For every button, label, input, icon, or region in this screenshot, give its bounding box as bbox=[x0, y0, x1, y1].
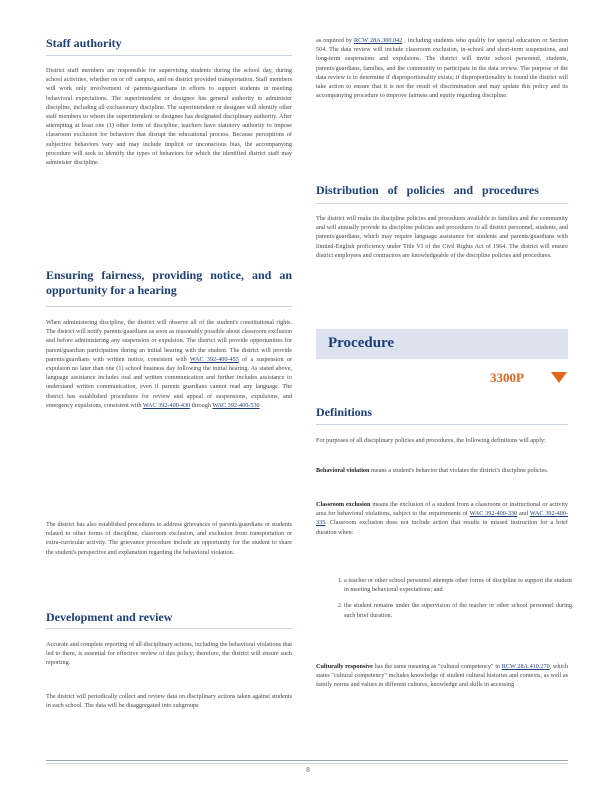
heading-rule bbox=[46, 628, 292, 629]
policy-number: 3300P bbox=[490, 370, 524, 385]
heading-rule bbox=[316, 424, 568, 425]
fairness-paragraph-1 bbox=[46, 318, 292, 410]
page-number: 8 bbox=[306, 766, 310, 774]
definition-text: has the same meaning as "cultural competency" in bbox=[374, 663, 501, 670]
development-paragraph-2: The district will periodically collect and review data on disciplinary actions taken against students in each school. The data will be disaggregated into subgroups bbox=[46, 693, 292, 710]
footer-rule bbox=[46, 763, 568, 764]
term-classroom-exclusion: Classroom exclusion bbox=[316, 501, 371, 508]
list-item: 2. the student remains under the supervision of the teacher or other school personnel during such brief duration. bbox=[344, 601, 572, 619]
fairness-text-b: of a suspension or expulsion no later than one (1) school business day following the initial hearing. As stated above, language assistance includes oral and written communication and further includes assistance to understand written communication, even if parents guardians cannot read any language. The district has established procedures for review and appeal of suspensions, expulsions, and emergency expulsions, consistent with bbox=[46, 355, 292, 409]
link-wac-392-400-335[interactable]: WAC 392-400-335 bbox=[316, 510, 569, 527]
heading-fairness: Ensuring fairness, providing notice, and an opportunity for a hearing bbox=[46, 268, 292, 298]
definition-text: means the exclusion of a student from a classroom or instructional or activity area for behavioral violations, subject to the requirements of bbox=[316, 501, 569, 518]
definitions-intro: For purposes of all disciplinary policies and procedures, the following definitions will apply: bbox=[316, 437, 546, 444]
footer-rule bbox=[46, 760, 568, 761]
definition-text: means a student's behavior that violates the district's discipline policies. bbox=[371, 467, 549, 474]
link-wac-392-400-455[interactable]: WAC 392-400-455 bbox=[189, 355, 239, 363]
heading-rule bbox=[46, 306, 292, 307]
heading-distribution: Distribution of policies and procedures bbox=[316, 183, 539, 197]
triangle-down-icon[interactable] bbox=[551, 372, 567, 383]
heading-definitions: Definitions bbox=[316, 405, 373, 419]
definition-classroom-exclusion bbox=[316, 500, 568, 537]
definition-culturally-responsive bbox=[316, 662, 568, 690]
fairness-text-through: through bbox=[191, 401, 211, 409]
link-rcw-28a-410-270[interactable]: RCW 28A.410.270 bbox=[501, 663, 550, 670]
development-paragraph-1: Accurate and complete reporting of all disciplinary actions, including the behavioral violations that led to them, is essential for effective review of this policy; therefore, the district will ensure such reporting. bbox=[46, 641, 292, 667]
definition-text-and: and bbox=[519, 510, 528, 518]
heading-rule bbox=[46, 55, 292, 56]
link-rcw-28a-300-042[interactable]: RCW 28A.300.042 bbox=[354, 37, 403, 44]
fairness-text-a: When administering discipline, the district will observe all of the student's constitutional rights. The district will notify parents/guardians as soon as reasonably possible about classroom exclusion and before administering any suspension or expulsion. The district will provide opportunities for parent/guardian participation during an initial hearing with the student. The district will provide parents/guardians with written notice, consistent with bbox=[46, 319, 292, 363]
definition-behavioral-violation bbox=[316, 466, 568, 475]
list-item: 1. a teacher or other school personnel attempts other forms of discipline to support the student in meeting behavioral expectations; and bbox=[344, 576, 572, 594]
distribution-paragraph: The district will make its discipline policies and procedures available to families and the community and will annually provide its discipline policies and procedures to all district personnel, students, and parents/guardians, which may require language assistance for students and parents/guardians with limited-English proficiency under Title VI of the Civil Rights Act of 1964. The district will ensure district employees and contractors are knowledgeable of the discipline policies and procedures. bbox=[316, 215, 568, 259]
link-wac-392-400-330[interactable]: WAC 392-400-330 bbox=[469, 510, 518, 518]
term-culturally-responsive: Culturally responsive bbox=[316, 663, 373, 670]
classroom-exclusion-conditions-list bbox=[316, 576, 572, 627]
data-review-text-b: , including students who qualify for special education or Section 504. The data review will include classroom exclusion, in-school and short-term suspensions, and long-term suspensions and expulsions. The district will invite school personnel, students, parents/guardians, families, and the community to participate in the data review. The purpose of the data review is to determine if disproportionality exists; if disproportionality is found the district will take action to ensure that it is not the result of discrimination and may update this policy and its accompanying procedure to improve fairness and equity regarding discipline. bbox=[316, 37, 568, 100]
link-wac-392-400-530[interactable]: WAC 392-400-530 bbox=[212, 401, 260, 409]
data-review-paragraph bbox=[316, 36, 568, 100]
link-wac-392-400-430[interactable]: WAC 392-400-430 bbox=[142, 401, 191, 409]
fairness-paragraph-2: The district has also established procedures to address grievances of parents/guardians or students related to other forms of discipline, classroom exclusion, and exclusion from transportation or extra-curricular activity. The grievance procedure include an opportunity for the student to share the student's perspective and explanation regarding the behavioral violation. bbox=[46, 521, 292, 556]
staff-authority-paragraph: District staff members are responsible for supervising students during the school day, during school activities, whether on or off campus, and on district provided transportation. Staff members will work only involvement of parents/guardians in efforts to support students in meeting behavioral expectations. The superintendent or designee has general authority to administer discipline, including all exclusionary discipline. The superintendent or designee will identify other staff members to whom the superintendent or designee has designated disciplinary authority. After attempting at least one (1) other form of discipline, teachers have statutory authority to impose classroom exclusion for behaviors that disrupt the educational process. Because perceptions of subjective behaviors vary and may include implicit or unconscious bias, the accompanying procedure will seek to identify the types of behaviors for which the identified district staff may administer discipline. bbox=[46, 67, 292, 167]
data-review-text-a: as required by bbox=[316, 37, 352, 44]
term-behavioral-violation: Behavioral violation bbox=[316, 467, 370, 474]
procedure-title: Procedure bbox=[328, 335, 395, 351]
heading-staff-authority: Staff authority bbox=[46, 36, 122, 50]
heading-rule bbox=[316, 203, 568, 204]
definition-text: , which states "cultural competency" includes knowledge of student cultural histories and contexts, as well as family norms and values in different cultures, knowledge and skills in accessing bbox=[316, 663, 569, 689]
heading-development-review: Development and review bbox=[46, 610, 173, 624]
definition-text: . Classroom exclusion does not include action that results in missed instruction for a brief duration when: bbox=[316, 519, 568, 536]
procedure-banner bbox=[316, 329, 568, 359]
